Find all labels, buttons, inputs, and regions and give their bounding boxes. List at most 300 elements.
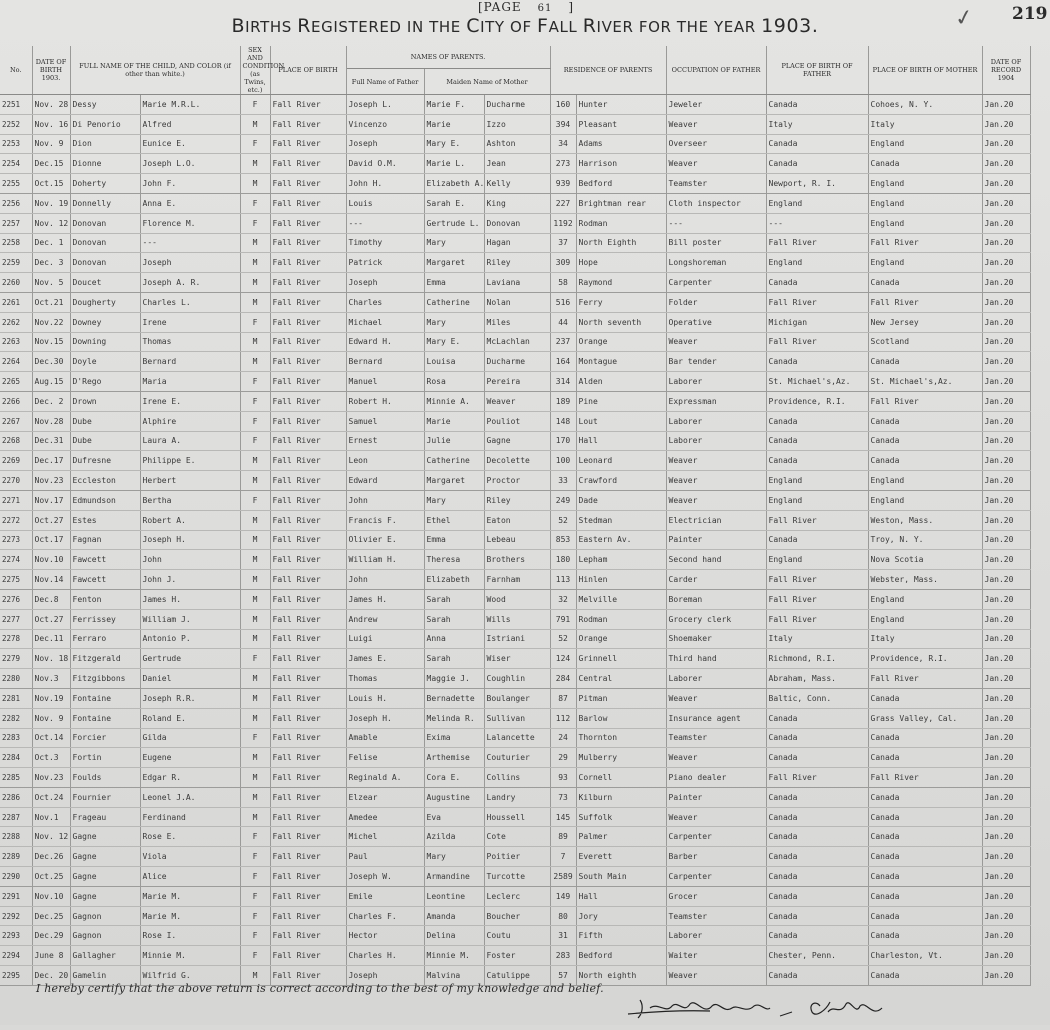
father-occupation: Jeweler: [666, 95, 766, 115]
father-birthplace: Fall River: [766, 332, 868, 352]
father-name: Ernest: [346, 431, 424, 451]
street: Thornton: [576, 728, 666, 748]
birth-date: Nov.17: [32, 490, 70, 510]
father-occupation: Weaver: [666, 451, 766, 471]
entry-number: 2257: [0, 213, 32, 233]
mother-maiden-surname: Nolan: [484, 292, 550, 312]
birth-date: Oct.3: [32, 748, 70, 768]
sex: M: [240, 332, 270, 352]
mother-birthplace: St. Michael's,Az.: [868, 372, 982, 392]
record-date: Jan.20: [982, 530, 1030, 550]
street: Hinlen: [576, 570, 666, 590]
given-name: John: [140, 550, 240, 570]
place-of-birth: Fall River: [270, 431, 346, 451]
mother-given-name: Amanda: [424, 906, 484, 926]
given-name: Edgar R.: [140, 768, 240, 788]
birth-date: Dec. 20: [32, 966, 70, 986]
surname: Fitzgibbons: [70, 669, 140, 689]
mother-given-name: Maggie J.: [424, 669, 484, 689]
father-birthplace: Canada: [766, 847, 868, 867]
street: Palmer: [576, 827, 666, 847]
father-birthplace: Canada: [766, 95, 868, 115]
street: North Eighth: [576, 233, 666, 253]
table-row: [0, 372, 1030, 392]
street: Melville: [576, 589, 666, 609]
sex: M: [240, 748, 270, 768]
mother-birthplace: Nova Scotia: [868, 550, 982, 570]
place-of-birth: Fall River: [270, 609, 346, 629]
father-occupation: Laborer: [666, 411, 766, 431]
birth-date: Nov.10: [32, 550, 70, 570]
given-name: Robert A.: [140, 510, 240, 530]
surname: Gagne: [70, 847, 140, 867]
entry-number: 2266: [0, 391, 32, 411]
given-name: Alphire: [140, 411, 240, 431]
place-of-birth: Fall River: [270, 490, 346, 510]
given-name: Laura A.: [140, 431, 240, 451]
surname: Donovan: [70, 233, 140, 253]
record-date: Jan.20: [982, 411, 1030, 431]
sex: F: [240, 193, 270, 213]
sex: F: [240, 134, 270, 154]
street: North seventh: [576, 312, 666, 332]
record-date: Jan.20: [982, 95, 1030, 115]
record-date: Jan.20: [982, 946, 1030, 966]
mother-maiden-surname: Pouliot: [484, 411, 550, 431]
mother-maiden-surname: Proctor: [484, 471, 550, 491]
mother-maiden-surname: Riley: [484, 253, 550, 273]
mother-maiden-surname: Houssell: [484, 807, 550, 827]
mother-given-name: Sarah: [424, 609, 484, 629]
father-occupation: Laborer: [666, 669, 766, 689]
street: Rodman: [576, 609, 666, 629]
house-number: 31: [550, 926, 576, 946]
father-name: David O.M.: [346, 154, 424, 174]
surname: Fontaine: [70, 688, 140, 708]
mother-birthplace: Canada: [868, 352, 982, 372]
father-occupation: Barber: [666, 847, 766, 867]
given-name: Rose E.: [140, 827, 240, 847]
record-date: Jan.20: [982, 154, 1030, 174]
street: Mulberry: [576, 748, 666, 768]
father-birthplace: Italy: [766, 629, 868, 649]
mother-maiden-surname: Foster: [484, 946, 550, 966]
sex: M: [240, 352, 270, 372]
entry-number: 2253: [0, 134, 32, 154]
surname: Edmundson: [70, 490, 140, 510]
mother-given-name: Marie: [424, 411, 484, 431]
birth-date: Dec.31: [32, 431, 70, 451]
mother-given-name: Marie L.: [424, 154, 484, 174]
house-number: 37: [550, 233, 576, 253]
father-birthplace: Canada: [766, 134, 868, 154]
record-date: Jan.20: [982, 926, 1030, 946]
entry-number: 2293: [0, 926, 32, 946]
mother-given-name: Emma: [424, 273, 484, 293]
surname: Fournier: [70, 787, 140, 807]
father-birthplace: Canada: [766, 451, 868, 471]
place-of-birth: Fall River: [270, 451, 346, 471]
given-name: Viola: [140, 847, 240, 867]
sex: M: [240, 154, 270, 174]
street: Hall: [576, 431, 666, 451]
father-birthplace: ---: [766, 213, 868, 233]
father-name: James E.: [346, 649, 424, 669]
mother-maiden-surname: Donovan: [484, 213, 550, 233]
birth-date: Nov. 19: [32, 193, 70, 213]
mother-birthplace: England: [868, 213, 982, 233]
mother-maiden-surname: Leclerc: [484, 886, 550, 906]
entry-number: 2280: [0, 669, 32, 689]
sex: F: [240, 411, 270, 431]
entry-number: 2281: [0, 688, 32, 708]
sex: M: [240, 807, 270, 827]
father-name: Andrew: [346, 609, 424, 629]
mother-birthplace: Fall River: [868, 669, 982, 689]
entry-number: 2283: [0, 728, 32, 748]
table-row: [0, 807, 1030, 827]
table-row: [0, 886, 1030, 906]
birth-date: Nov.23: [32, 471, 70, 491]
surname: Dube: [70, 411, 140, 431]
father-birthplace: Canada: [766, 273, 868, 293]
birth-date: Nov.10: [32, 886, 70, 906]
father-birthplace: Richmond, R.I.: [766, 649, 868, 669]
sex: M: [240, 669, 270, 689]
birth-date: Nov.19: [32, 688, 70, 708]
father-birthplace: Canada: [766, 886, 868, 906]
table-row: [0, 550, 1030, 570]
father-occupation: Weaver: [666, 966, 766, 986]
surname: Donovan: [70, 253, 140, 273]
father-birthplace: Providence, R.I.: [766, 391, 868, 411]
father-occupation: Electrician: [666, 510, 766, 530]
entry-number: 2276: [0, 589, 32, 609]
birth-date: Dec.8: [32, 589, 70, 609]
entry-number: 2294: [0, 946, 32, 966]
table-row: [0, 95, 1030, 115]
place-of-birth: Fall River: [270, 352, 346, 372]
mother-given-name: Elizabeth A.: [424, 174, 484, 194]
father-occupation: Painter: [666, 530, 766, 550]
place-of-birth: Fall River: [270, 292, 346, 312]
surname: Ferraro: [70, 629, 140, 649]
house-number: 160: [550, 95, 576, 115]
mother-birthplace: Italy: [868, 114, 982, 134]
house-number: 791: [550, 609, 576, 629]
father-birthplace: England: [766, 550, 868, 570]
father-occupation: Weaver: [666, 688, 766, 708]
record-date: Jan.20: [982, 273, 1030, 293]
place-of-birth: Fall River: [270, 154, 346, 174]
surname: Di Penorio: [70, 114, 140, 134]
birth-date: Dec.26: [32, 847, 70, 867]
birth-date: Nov. 12: [32, 827, 70, 847]
mother-birthplace: Canada: [868, 926, 982, 946]
father-occupation: Second hand: [666, 550, 766, 570]
mother-maiden-surname: Lebeau: [484, 530, 550, 550]
sex: M: [240, 530, 270, 550]
entry-number: 2256: [0, 193, 32, 213]
house-number: 80: [550, 906, 576, 926]
mother-maiden-surname: Gagne: [484, 431, 550, 451]
mother-maiden-surname: Eaton: [484, 510, 550, 530]
father-occupation: Weaver: [666, 332, 766, 352]
father-occupation: Laborer: [666, 926, 766, 946]
place-of-birth: Fall River: [270, 95, 346, 115]
mother-given-name: Cora E.: [424, 768, 484, 788]
father-occupation: Weaver: [666, 490, 766, 510]
mother-birthplace: Canada: [868, 688, 982, 708]
house-number: 1192: [550, 213, 576, 233]
house-number: 145: [550, 807, 576, 827]
street: North eighth: [576, 966, 666, 986]
mother-birthplace: Canada: [868, 154, 982, 174]
entry-number: 2285: [0, 768, 32, 788]
entry-number: 2289: [0, 847, 32, 867]
street: Ferry: [576, 292, 666, 312]
father-birthplace: Canada: [766, 154, 868, 174]
surname: Forcier: [70, 728, 140, 748]
father-name: Robert H.: [346, 391, 424, 411]
street: Brightman rear: [576, 193, 666, 213]
col-mother-name: Maiden Name of Mother: [424, 69, 550, 95]
father-name: Elzear: [346, 787, 424, 807]
birth-date: Dec. 3: [32, 253, 70, 273]
sex: F: [240, 827, 270, 847]
house-number: 227: [550, 193, 576, 213]
father-birthplace: Canada: [766, 926, 868, 946]
mother-given-name: Sarah E.: [424, 193, 484, 213]
place-of-birth: Fall River: [270, 570, 346, 590]
mother-given-name: Sarah: [424, 589, 484, 609]
mother-maiden-surname: Pereira: [484, 372, 550, 392]
entry-number: 2292: [0, 906, 32, 926]
place-of-birth: Fall River: [270, 273, 346, 293]
father-birthplace: St. Michael's,Az.: [766, 372, 868, 392]
certification-text: I hereby certify that the above return is correct according to the best of my knowledge and belief.: [36, 982, 604, 995]
mother-given-name: Minnie M.: [424, 946, 484, 966]
mother-maiden-surname: Collins: [484, 768, 550, 788]
surname: Doucet: [70, 273, 140, 293]
entry-number: 2271: [0, 490, 32, 510]
house-number: 24: [550, 728, 576, 748]
street: South Main: [576, 867, 666, 887]
father-name: Patrick: [346, 253, 424, 273]
father-name: John: [346, 490, 424, 510]
mother-birthplace: England: [868, 253, 982, 273]
mother-birthplace: Canada: [868, 807, 982, 827]
record-date: Jan.20: [982, 550, 1030, 570]
father-name: Louis: [346, 193, 424, 213]
father-birthplace: Canada: [766, 827, 868, 847]
sex: M: [240, 292, 270, 312]
mother-birthplace: England: [868, 589, 982, 609]
entry-number: 2295: [0, 966, 32, 986]
place-of-birth: Fall River: [270, 669, 346, 689]
table-row: [0, 154, 1030, 174]
house-number: 2589: [550, 867, 576, 887]
given-name: Marie M.R.L.: [140, 95, 240, 115]
record-date: Jan.20: [982, 292, 1030, 312]
place-of-birth: Fall River: [270, 688, 346, 708]
entry-number: 2288: [0, 827, 32, 847]
father-birthplace: Italy: [766, 114, 868, 134]
record-date: Jan.20: [982, 213, 1030, 233]
sex: M: [240, 114, 270, 134]
street: Dade: [576, 490, 666, 510]
birth-date: Oct.14: [32, 728, 70, 748]
entry-number: 2277: [0, 609, 32, 629]
father-birthplace: Fall River: [766, 292, 868, 312]
father-occupation: Cloth inspector: [666, 193, 766, 213]
father-birthplace: Canada: [766, 411, 868, 431]
birth-date: Nov.3: [32, 669, 70, 689]
table-row: [0, 114, 1030, 134]
given-name: Irene: [140, 312, 240, 332]
record-date: Jan.20: [982, 490, 1030, 510]
given-name: Gertrude: [140, 649, 240, 669]
street: Raymond: [576, 273, 666, 293]
father-occupation: ---: [666, 213, 766, 233]
father-occupation: Laborer: [666, 372, 766, 392]
mother-given-name: Elizabeth: [424, 570, 484, 590]
father-occupation: Waiter: [666, 946, 766, 966]
father-name: Charles: [346, 292, 424, 312]
entry-number: 2272: [0, 510, 32, 530]
street: Alden: [576, 372, 666, 392]
birth-date: Dec.17: [32, 451, 70, 471]
father-occupation: Insurance agent: [666, 708, 766, 728]
birth-date: Dec.15: [32, 154, 70, 174]
given-name: Eugene: [140, 748, 240, 768]
sex: M: [240, 273, 270, 293]
father-name: Joseph: [346, 273, 424, 293]
mother-maiden-surname: Ducharme: [484, 352, 550, 372]
birth-date: Nov.15: [32, 332, 70, 352]
table-row: [0, 451, 1030, 471]
place-of-birth: Fall River: [270, 966, 346, 986]
street: Bedford: [576, 946, 666, 966]
table-row: [0, 570, 1030, 590]
entry-number: 2286: [0, 787, 32, 807]
page-open: [PAGE: [478, 0, 522, 14]
birth-date: Nov. 5: [32, 273, 70, 293]
mother-maiden-surname: Istriani: [484, 629, 550, 649]
check-mark-icon: ✓: [952, 4, 976, 33]
record-date: Jan.20: [982, 114, 1030, 134]
father-name: Vincenzo: [346, 114, 424, 134]
record-date: Jan.20: [982, 174, 1030, 194]
place-of-birth: Fall River: [270, 787, 346, 807]
mother-maiden-surname: Izzo: [484, 114, 550, 134]
house-number: 87: [550, 688, 576, 708]
house-number: 314: [550, 372, 576, 392]
father-birthplace: Fall River: [766, 233, 868, 253]
father-birthplace: England: [766, 490, 868, 510]
mother-given-name: Sarah: [424, 649, 484, 669]
mother-given-name: Marie: [424, 114, 484, 134]
house-number: 44: [550, 312, 576, 332]
col-occupation: OCCUPATION OF FATHER: [666, 46, 766, 95]
mother-maiden-surname: Jean: [484, 154, 550, 174]
house-number: 73: [550, 787, 576, 807]
father-name: ---: [346, 213, 424, 233]
surname: Foulds: [70, 768, 140, 788]
mother-maiden-surname: Wills: [484, 609, 550, 629]
given-name: Antonio P.: [140, 629, 240, 649]
house-number: 7: [550, 847, 576, 867]
table-row: [0, 312, 1030, 332]
street: Pine: [576, 391, 666, 411]
record-date: Jan.20: [982, 847, 1030, 867]
record-date: Jan.20: [982, 886, 1030, 906]
entry-number: 2255: [0, 174, 32, 194]
mother-maiden-surname: Poitier: [484, 847, 550, 867]
surname: Doyle: [70, 352, 140, 372]
sex: M: [240, 570, 270, 590]
birth-date: Oct.24: [32, 787, 70, 807]
sex: F: [240, 649, 270, 669]
father-occupation: Carder: [666, 570, 766, 590]
given-name: Joseph R.R.: [140, 688, 240, 708]
surname: Gagnon: [70, 906, 140, 926]
place-of-birth: Fall River: [270, 946, 346, 966]
col-mother-birthplace: PLACE OF BIRTH OF MOTHER: [868, 46, 982, 95]
record-date: Jan.20: [982, 906, 1030, 926]
mother-birthplace: Canada: [868, 787, 982, 807]
page-number-label: [478, 0, 574, 14]
street: Fifth: [576, 926, 666, 946]
mother-birthplace: Canada: [868, 411, 982, 431]
mother-birthplace: England: [868, 609, 982, 629]
given-name: Thomas: [140, 332, 240, 352]
mother-maiden-surname: Weaver: [484, 391, 550, 411]
mother-maiden-surname: Miles: [484, 312, 550, 332]
col-names-of-parents: NAMES OF PARENTS.: [346, 46, 550, 69]
record-date: Jan.20: [982, 312, 1030, 332]
given-name: ---: [140, 233, 240, 253]
mother-given-name: Catherine: [424, 451, 484, 471]
house-number: 283: [550, 946, 576, 966]
place-of-birth: Fall River: [270, 807, 346, 827]
house-number: 52: [550, 510, 576, 530]
mother-birthplace: Canada: [868, 431, 982, 451]
father-name: Joseph: [346, 134, 424, 154]
surname: Ferrissey: [70, 609, 140, 629]
given-name: Joseph A. R.: [140, 273, 240, 293]
street: Jory: [576, 906, 666, 926]
entry-number: 2262: [0, 312, 32, 332]
father-occupation: Teamster: [666, 906, 766, 926]
mother-given-name: Julie: [424, 431, 484, 451]
table-row: [0, 748, 1030, 768]
father-name: Hector: [346, 926, 424, 946]
father-occupation: Teamster: [666, 728, 766, 748]
street: Central: [576, 669, 666, 689]
table-row: [0, 490, 1030, 510]
sex: M: [240, 708, 270, 728]
father-occupation: Weaver: [666, 114, 766, 134]
record-date: Jan.20: [982, 966, 1030, 986]
father-name: Michael: [346, 312, 424, 332]
street: Crawford: [576, 471, 666, 491]
father-name: Joseph: [346, 966, 424, 986]
mother-maiden-surname: Brothers: [484, 550, 550, 570]
place-of-birth: Fall River: [270, 589, 346, 609]
place-of-birth: Fall River: [270, 629, 346, 649]
father-occupation: Operative: [666, 312, 766, 332]
